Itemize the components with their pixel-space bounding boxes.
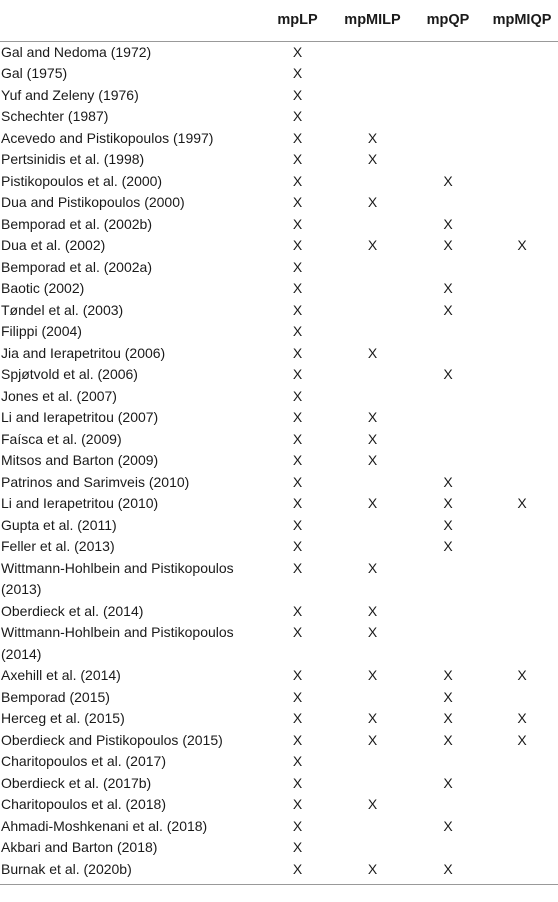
mpmilp-cell bbox=[335, 515, 410, 537]
mpmiqp-cell bbox=[486, 794, 558, 816]
mpqp-cell: X bbox=[443, 301, 453, 318]
header-mpqp: mpQP bbox=[426, 12, 470, 29]
mpqp-cell: X bbox=[443, 731, 453, 748]
mplp-cell: X bbox=[292, 839, 303, 855]
mpqp-cell bbox=[410, 622, 486, 665]
mplp-cell: X bbox=[292, 774, 303, 791]
mpmilp-cell bbox=[335, 386, 410, 408]
mpmiqp-cell bbox=[486, 321, 558, 343]
mpqp-cell: X bbox=[443, 237, 453, 253]
mplp-cell: X bbox=[292, 344, 303, 361]
mpmilp-cell bbox=[335, 278, 410, 300]
reference-cell: Oberdieck et al. (2014) bbox=[1, 602, 144, 619]
mplp-cell: X bbox=[292, 215, 303, 232]
table-row bbox=[0, 171, 558, 193]
reference-cell: Akbari and Barton (2018) bbox=[1, 839, 158, 855]
mpqp-cell: X bbox=[443, 516, 453, 533]
mplp-cell: X bbox=[292, 86, 303, 103]
mpmilp-cell bbox=[335, 837, 410, 859]
table-row bbox=[0, 773, 558, 795]
mpmiqp-cell bbox=[486, 450, 558, 472]
mpmiqp-cell bbox=[486, 85, 558, 107]
table-row bbox=[0, 106, 558, 128]
table-body bbox=[0, 41, 558, 885]
table-row bbox=[0, 601, 558, 623]
table-row bbox=[0, 214, 558, 236]
mpqp-cell bbox=[410, 429, 486, 451]
mplp-cell: X bbox=[292, 129, 303, 146]
table-row bbox=[0, 472, 558, 494]
mpmilp-cell: X bbox=[367, 624, 378, 640]
mplp-cell: X bbox=[292, 495, 303, 511]
mpmiqp-cell bbox=[486, 106, 558, 128]
mpqp-cell: X bbox=[443, 538, 453, 554]
mplp-cell: X bbox=[292, 860, 303, 877]
table-row bbox=[0, 622, 558, 665]
mplp-cell: X bbox=[292, 559, 303, 576]
mpmilp-cell bbox=[335, 214, 410, 236]
mpmiqp-cell bbox=[486, 751, 558, 773]
mpmiqp-cell bbox=[486, 192, 558, 214]
mpmiqp-cell bbox=[486, 149, 558, 171]
reference-cell: Charitopoulos et al. (2017) bbox=[1, 753, 166, 769]
mpmilp-cell: X bbox=[367, 129, 378, 146]
mplp-cell: X bbox=[292, 194, 303, 210]
mpqp-cell bbox=[410, 794, 486, 816]
table-row bbox=[0, 128, 558, 150]
mpmilp-cell: X bbox=[367, 409, 378, 425]
mpmilp-cell: X bbox=[367, 667, 378, 683]
mpmilp-cell bbox=[335, 751, 410, 773]
reference-cell: Oberdieck et al. (2017b) bbox=[1, 774, 152, 791]
mpmilp-cell bbox=[335, 171, 410, 193]
table-row bbox=[0, 321, 558, 343]
reference-cell: Gal (1975) bbox=[1, 65, 68, 81]
reference-cell: Mitsos and Barton (2009) bbox=[1, 452, 159, 468]
table-row bbox=[0, 515, 558, 537]
mplp-cell: X bbox=[292, 172, 303, 189]
mplp-cell: X bbox=[292, 473, 303, 490]
mpmiqp-cell bbox=[486, 300, 558, 322]
mplp-cell: X bbox=[292, 430, 303, 447]
mpmilp-cell: X bbox=[367, 151, 378, 167]
reference-cell: Charitopoulos et al. (2018) bbox=[1, 796, 166, 812]
header-mplp: mpLP bbox=[277, 12, 318, 29]
mpmiqp-cell bbox=[486, 386, 558, 408]
table-header bbox=[0, 0, 558, 41]
mplp-cell: X bbox=[292, 65, 303, 81]
mpqp-cell bbox=[410, 85, 486, 107]
mplp-cell: X bbox=[292, 538, 303, 554]
header-mpmiqp: mpMIQP bbox=[492, 12, 552, 29]
table-row bbox=[0, 708, 558, 730]
mpmiqp-cell bbox=[486, 63, 558, 85]
mplp-cell: X bbox=[292, 731, 303, 748]
table-row bbox=[0, 859, 558, 885]
mpmiqp-cell bbox=[486, 257, 558, 279]
mpqp-cell: X bbox=[443, 172, 453, 189]
reference-cell: Axehill et al. (2014) bbox=[1, 667, 121, 683]
table-row bbox=[0, 450, 558, 472]
mpmiqp-cell bbox=[486, 859, 558, 885]
table-row bbox=[0, 407, 558, 429]
table-row bbox=[0, 364, 558, 386]
mpmiqp-cell bbox=[486, 622, 558, 665]
table-row bbox=[0, 837, 558, 859]
mpmilp-cell bbox=[335, 816, 410, 838]
mplp-cell: X bbox=[292, 387, 303, 404]
mplp-cell: X bbox=[292, 817, 303, 834]
mpqp-cell bbox=[410, 41, 486, 63]
reference-cell: Bemporad (2015) bbox=[1, 688, 110, 705]
mplp-cell: X bbox=[292, 796, 303, 812]
mpmilp-cell: X bbox=[367, 731, 378, 748]
mpmilp-cell bbox=[335, 687, 410, 709]
mplp-cell: X bbox=[292, 409, 303, 425]
reference-cell: Oberdieck and Pistikopoulos (2015) bbox=[1, 731, 223, 748]
table-row bbox=[0, 687, 558, 709]
mpmilp-cell: X bbox=[367, 602, 378, 619]
table-row bbox=[0, 816, 558, 838]
mpmilp-cell bbox=[335, 321, 410, 343]
mpqp-cell: X bbox=[443, 817, 453, 834]
mpqp-cell bbox=[410, 63, 486, 85]
mpmiqp-cell bbox=[486, 128, 558, 150]
reference-cell: Schechter (1987) bbox=[1, 108, 109, 124]
mplp-cell: X bbox=[292, 366, 303, 382]
mpqp-cell bbox=[410, 601, 486, 623]
reference-cell: Tøndel et al. (2003) bbox=[1, 301, 124, 318]
reference-cell: Li and Ierapetritou (2007) bbox=[1, 409, 159, 425]
table-row bbox=[0, 192, 558, 214]
mplp-cell: X bbox=[292, 280, 303, 296]
mpmilp-cell bbox=[335, 85, 410, 107]
reference-cell: Gupta et al. (2011) bbox=[1, 516, 117, 533]
table-row bbox=[0, 493, 558, 515]
reference-cell: Bemporad et al. (2002b) bbox=[1, 215, 152, 232]
mplp-cell: X bbox=[292, 667, 303, 683]
mpqp-cell bbox=[410, 751, 486, 773]
mplp-cell: X bbox=[292, 43, 303, 60]
reference-cell: Faísca et al. (2009) bbox=[1, 430, 122, 447]
mpmiqp-cell bbox=[486, 214, 558, 236]
mpmilp-cell: X bbox=[367, 430, 378, 447]
mpqp-cell bbox=[410, 149, 486, 171]
mpqp-cell: X bbox=[443, 667, 453, 683]
reference-cell: Dua and Pistikopoulos (2000) bbox=[1, 194, 185, 210]
mpmiqp-cell bbox=[486, 773, 558, 795]
mpqp-cell: X bbox=[443, 710, 453, 726]
mplp-cell: X bbox=[292, 624, 303, 640]
mpqp-cell bbox=[410, 450, 486, 472]
reference-cell: Bemporad et al. (2002a) bbox=[1, 258, 152, 275]
mplp-cell: X bbox=[292, 688, 303, 705]
reference-cell: Acevedo and Pistikopoulos (1997) bbox=[1, 129, 214, 146]
mpmiqp-cell: X bbox=[517, 237, 527, 253]
mpqp-cell bbox=[410, 837, 486, 859]
mpqp-cell: X bbox=[443, 860, 453, 877]
mpmilp-cell: X bbox=[367, 860, 378, 877]
reference-cell: Yuf and Zeleny (1976) bbox=[1, 86, 139, 103]
reference-cell: Filippi (2004) bbox=[1, 323, 82, 339]
table-row bbox=[0, 85, 558, 107]
reference-cell: Dua et al. (2002) bbox=[1, 237, 106, 253]
mpmilp-cell bbox=[335, 773, 410, 795]
reference-cell: Wittmann-Hohlbein and Pistikopoulos (2013) bbox=[1, 559, 234, 597]
table-row bbox=[0, 794, 558, 816]
mpmilp-cell bbox=[335, 300, 410, 322]
mplp-cell: X bbox=[292, 710, 303, 726]
mpmilp-cell: X bbox=[367, 710, 378, 726]
mpmiqp-cell bbox=[486, 687, 558, 709]
mpmiqp-cell bbox=[486, 41, 558, 63]
table-row bbox=[0, 41, 558, 63]
table-row bbox=[0, 536, 558, 558]
mpmiqp-cell bbox=[486, 816, 558, 838]
mpmiqp-cell bbox=[486, 536, 558, 558]
table-row bbox=[0, 300, 558, 322]
mpmiqp-cell bbox=[486, 364, 558, 386]
mpqp-cell bbox=[410, 386, 486, 408]
table-row bbox=[0, 429, 558, 451]
reference-cell: Jones et al. (2007) bbox=[1, 387, 117, 404]
reference-cell: Li and Ierapetritou (2010) bbox=[1, 495, 159, 511]
mplp-cell: X bbox=[292, 753, 303, 769]
mpmilp-cell bbox=[335, 472, 410, 494]
mplp-cell: X bbox=[292, 516, 303, 533]
mplp-cell: X bbox=[292, 602, 303, 619]
table-row bbox=[0, 63, 558, 85]
header-row bbox=[0, 0, 558, 41]
mpqp-cell bbox=[410, 343, 486, 365]
mpqp-cell bbox=[410, 106, 486, 128]
reference-cell: Spjøtvold et al. (2006) bbox=[1, 366, 138, 382]
reference-cell: Herceg et al. (2015) bbox=[1, 710, 125, 726]
mpmilp-cell bbox=[335, 364, 410, 386]
table-row bbox=[0, 558, 558, 601]
table-row bbox=[0, 343, 558, 365]
reference-cell: Gal and Nedoma (1972) bbox=[1, 43, 152, 60]
mpmilp-cell: X bbox=[367, 237, 378, 253]
table-row bbox=[0, 730, 558, 752]
mpmilp-cell: X bbox=[367, 452, 378, 468]
mplp-cell: X bbox=[292, 151, 303, 167]
reference-cell: Patrinos and Sarimveis (2010) bbox=[1, 473, 190, 490]
table-row bbox=[0, 386, 558, 408]
mpmiqp-cell bbox=[486, 472, 558, 494]
mpqp-cell: X bbox=[443, 495, 453, 511]
reference-cell: Pistikopoulos et al. (2000) bbox=[1, 172, 163, 189]
mpmiqp-cell bbox=[486, 515, 558, 537]
mpmiqp-cell bbox=[486, 407, 558, 429]
mpmiqp-cell bbox=[486, 429, 558, 451]
table-row bbox=[0, 278, 558, 300]
mpqp-cell bbox=[410, 558, 486, 601]
mpmiqp-cell bbox=[486, 278, 558, 300]
mplp-cell: X bbox=[292, 452, 303, 468]
mpmilp-cell: X bbox=[367, 559, 378, 576]
mpqp-cell: X bbox=[443, 774, 453, 791]
reference-cell: Wittmann-Hohlbein and Pistikopoulos (2014) bbox=[1, 624, 234, 662]
mpmilp-cell bbox=[335, 257, 410, 279]
mpqp-cell bbox=[410, 257, 486, 279]
mpmiqp-cell: X bbox=[517, 710, 527, 726]
reference-cell: Burnak et al. (2020b) bbox=[1, 860, 132, 877]
mpmiqp-cell: X bbox=[517, 667, 527, 683]
mpqp-cell: X bbox=[443, 366, 453, 382]
mpqp-cell bbox=[410, 128, 486, 150]
mpmiqp-cell bbox=[486, 343, 558, 365]
mpqp-cell: X bbox=[443, 280, 453, 296]
mplp-cell: X bbox=[292, 301, 303, 318]
table-row bbox=[0, 149, 558, 171]
reference-cell: Pertsinidis et al. (1998) bbox=[1, 151, 145, 167]
mpmilp-cell: X bbox=[367, 194, 378, 210]
mpmilp-cell: X bbox=[367, 344, 378, 361]
mplp-cell: X bbox=[292, 108, 303, 124]
table-row bbox=[0, 257, 558, 279]
mpmilp-cell: X bbox=[367, 796, 378, 812]
mpmilp-cell bbox=[335, 41, 410, 63]
mpqp-cell bbox=[410, 407, 486, 429]
mpqp-cell: X bbox=[443, 215, 453, 232]
mpmilp-cell: X bbox=[367, 495, 378, 511]
mplp-cell: X bbox=[292, 323, 303, 339]
mplp-cell: X bbox=[292, 237, 303, 253]
mplp-cell: X bbox=[292, 258, 303, 275]
mpmiqp-cell bbox=[486, 601, 558, 623]
table-row bbox=[0, 751, 558, 773]
mpqp-cell: X bbox=[443, 473, 453, 490]
table-row bbox=[0, 665, 558, 687]
table-row bbox=[0, 235, 558, 257]
mpqp-cell: X bbox=[443, 688, 453, 705]
reference-cell: Feller et al. (2013) bbox=[1, 538, 115, 554]
mpmiqp-cell: X bbox=[517, 731, 527, 748]
reference-cell: Ahmadi-Moshkenani et al. (2018) bbox=[1, 817, 208, 834]
mpmiqp-cell: X bbox=[517, 495, 527, 511]
mpmiqp-cell bbox=[486, 171, 558, 193]
mpqp-cell bbox=[410, 321, 486, 343]
reference-cell: Jia and Ierapetritou (2006) bbox=[1, 344, 166, 361]
mpmilp-cell bbox=[335, 63, 410, 85]
mpmilp-cell bbox=[335, 106, 410, 128]
mpqp-cell bbox=[410, 192, 486, 214]
header-reference bbox=[0, 0, 260, 41]
header-mpmilp: mpMILP bbox=[344, 12, 401, 29]
mpmiqp-cell bbox=[486, 558, 558, 601]
mpmilp-cell bbox=[335, 536, 410, 558]
reference-cell: Baotic (2002) bbox=[1, 280, 85, 296]
mpmiqp-cell bbox=[486, 837, 558, 859]
